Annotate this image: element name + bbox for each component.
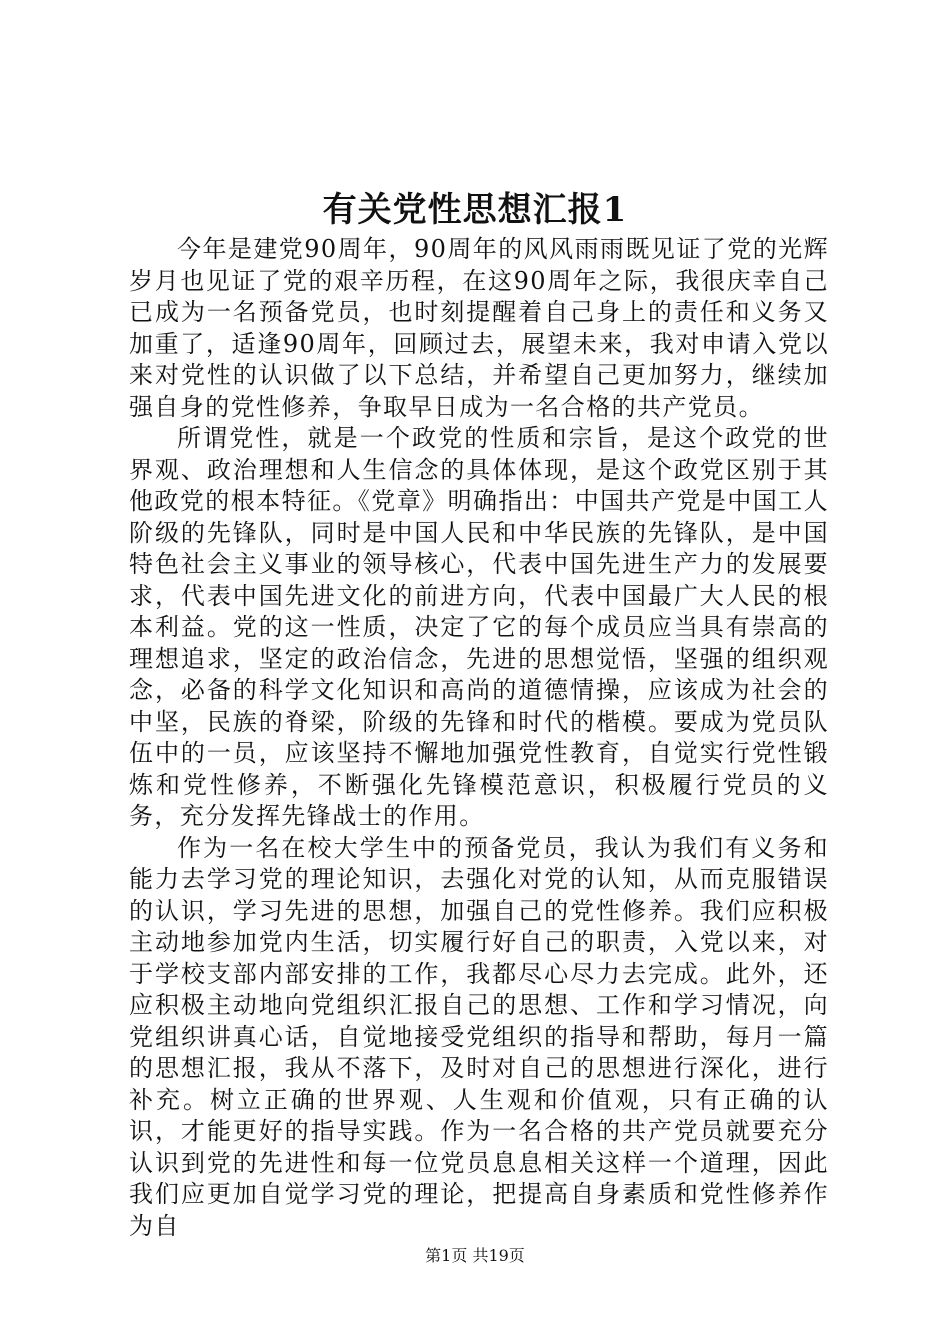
paragraph-2: 所谓党性，就是一个政党的性质和宗旨，是这个政党的世界观、政治理想和人生信念的具体体现，是这个政党区别于其他政党的根本特征。《党章》明确指出：中国共产党是中国工人阶级的先锋队，同时是中国人民和中华民族的先锋队，是中国特色社会主义事业的领导核心，代表中国先进生产力的发展要求，代表中国先进文化的前进方向，代表中国最广大人民的根本利益。党的这一性质，决定了它的每个成员应当具有崇高的理想追求，坚定的政治信念，先进的思想觉悟，坚强的组织观念，必备的科学文化知识和高尚的道德情操，应该成为社会的中坚，民族的脊梁，阶级的先锋和时代的楷模。要成为党员队伍中的一员，应该坚持不懈地加强党性教育，自觉实行党性锻炼和党性修养，不断强化先锋模范意识，积极履行党员的义务，充分发挥先锋战士的作用。 xyxy=(129,424,829,830)
page-number-footer: 第1页 共19页 xyxy=(425,1246,525,1265)
document-title: 有关党性思想汇报1 xyxy=(322,190,628,230)
document-body xyxy=(129,234,829,1242)
paragraph-1: 今年是建党90周年，90周年的风风雨雨既见证了党的光辉岁月也见证了党的艰辛历程，在这90周年之际，我很庆幸自己已成为一名预备党员，也时刻提醒着自己身上的责任和义务又加重了，适逢90周年，回顾过去，展望未来，我对申请入党以来对党性的认识做了以下总结，并希望自己更加努力，继续加强自身的党性修养，争取早日成为一名合格的共产党员。 xyxy=(129,235,829,421)
paragraph-3: 作为一名在校大学生中的预备党员，我认为我们有义务和能力去学习党的理论知识，去强化对党的认知，从而克服错误的认识，学习先进的思想，加强自己的党性修养。我们应积极主动地参加党内生活，切实履行好自己的职责，入党以来，对于学校支部内部安排的工作，我都尽心尽力去完成。此外，还应积极主动地向党组织汇报自己的思想、工作和学习情况，向党组织讲真心话，自觉地接受党组织的指导和帮助，每月一篇的思想汇报，我从不落下，及时对自己的思想进行深化，进行补充。树立正确的世界观、人生观和价值观，只有正确的认识，才能更好的指导实践。作为一名合格的共产党员就要充分认识到党的先进性和每一位党员息息相关这样一个道理，因此我们应更加自觉学习党的理论，把提高自身素质和党性修养作为自 xyxy=(129,833,829,1240)
